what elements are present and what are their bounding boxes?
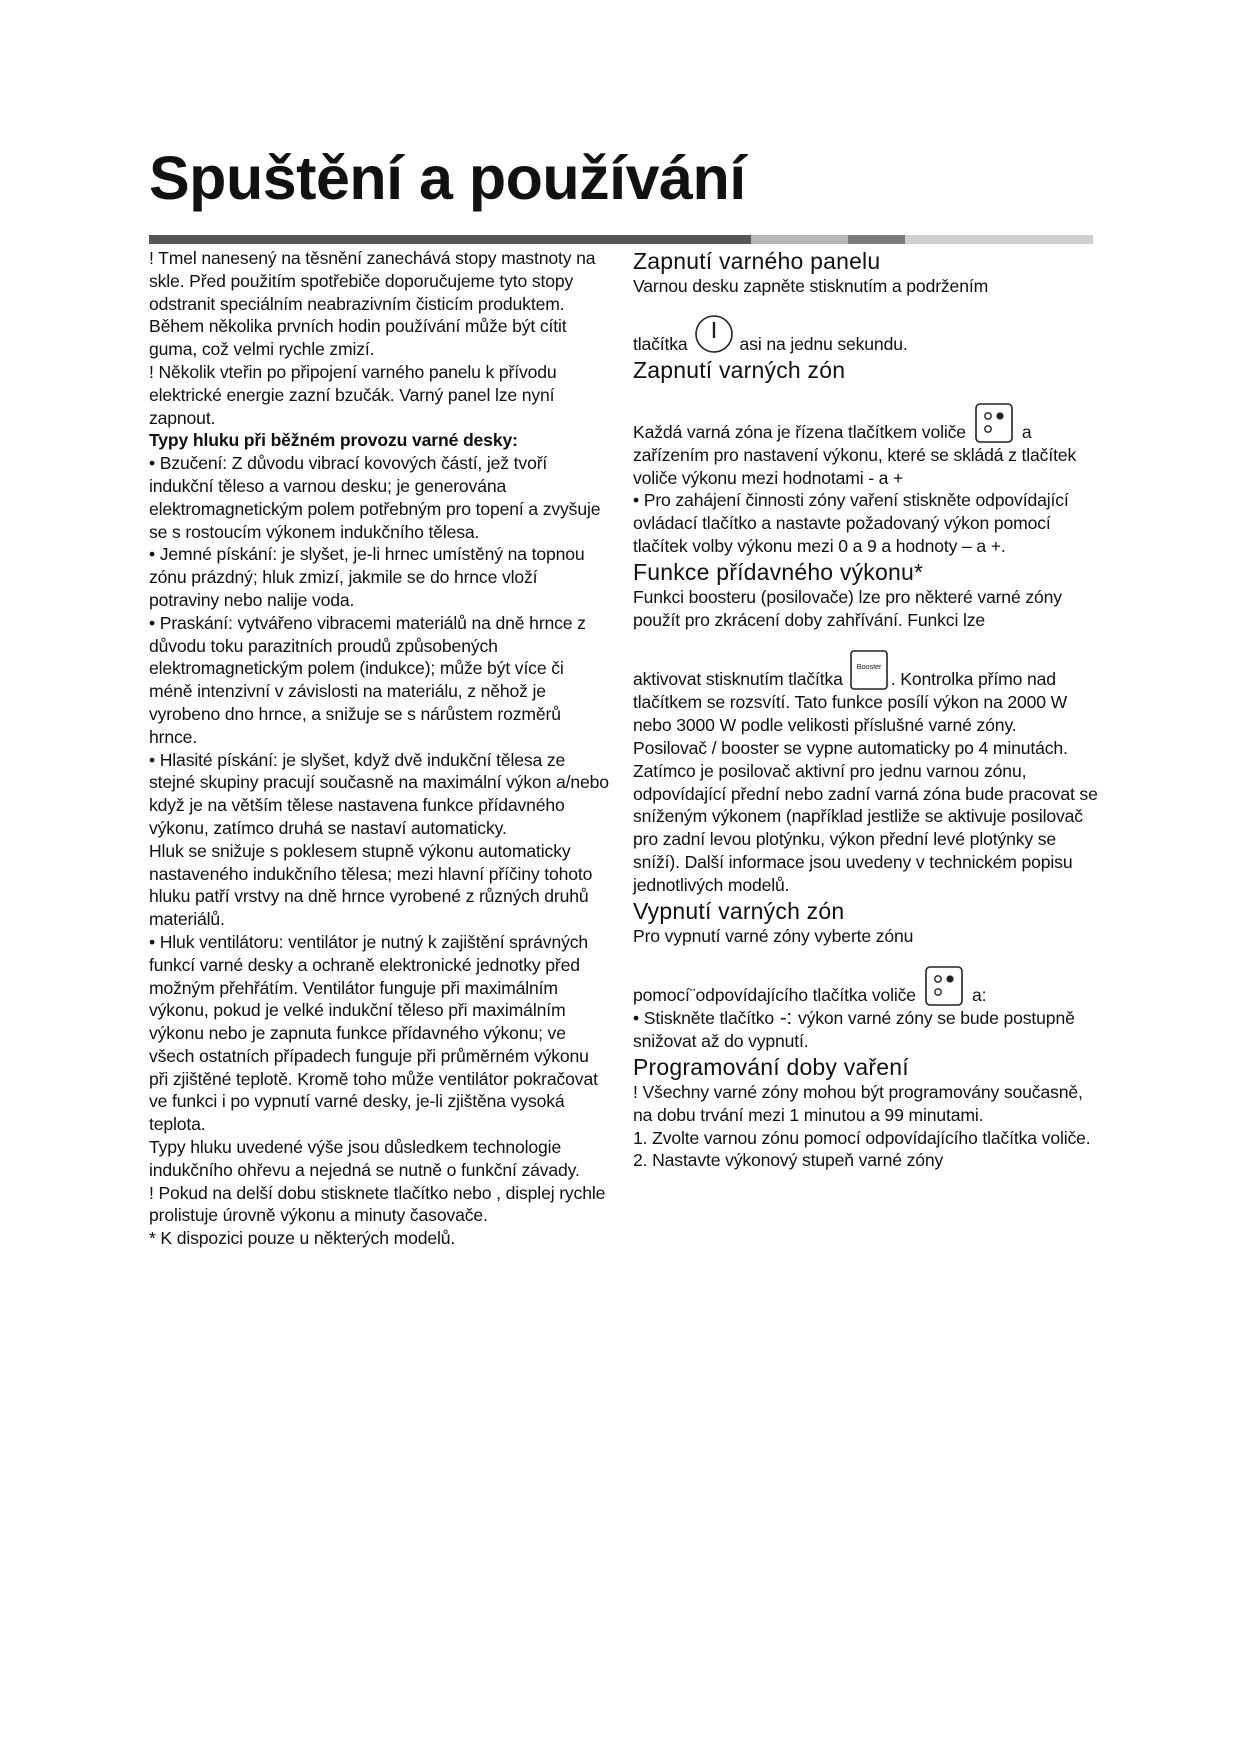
zones-off-text: Pro vypnutí varné zóny vyberte zónu xyxy=(633,925,914,946)
section-heading-zones-off: Vypnutí varných zón xyxy=(633,897,845,924)
noise-types-heading: Typy hluku při běžném provozu varné desky: xyxy=(149,430,518,451)
title-rule-dark xyxy=(149,235,751,244)
section-heading-booster: Funkce přídavného výkonu* xyxy=(633,558,924,585)
timer-step-1: 1. Zvolte varnou zónu pomocí odpovídajícího tlačítka voliče. xyxy=(633,1127,1091,1148)
booster-activation xyxy=(633,631,1098,737)
power-icon xyxy=(694,314,734,354)
footnote: * K dispozici pouze u některých modelů. xyxy=(149,1228,456,1249)
booster-post: . Kontrolka přímo nad tlačítkem se rozsvítí. Tato funkce posílí výkon na 2000 W nebo 3000 W podle velikosti příslušné varné zóny. xyxy=(633,669,1068,736)
booster-pre: aktivovat stisknutím tlačítka xyxy=(633,669,843,690)
zones-on-selector-line xyxy=(633,384,1098,444)
zones-off-bullet-pre: • Stiskněte tlačítko xyxy=(633,1008,775,1029)
noise-crackling: • Praskání: vytvářeno vibracemi materiálů na dně hrnce z důvodu toku parazitních proudů způsobených elektromagnetickým polem (indukce); může být více či méně intenzivní v závislosti na materiálu, z něhož je vyrobeno dno hrnce, a snižuje se s nárůstem rozměrů hrnce. xyxy=(149,612,586,747)
left-column xyxy=(149,247,611,1250)
section-heading-panel-on: Zapnutí varného panelu xyxy=(633,248,881,274)
zones-off-bullet xyxy=(633,1007,1098,1053)
booster-button-icon xyxy=(849,649,889,691)
section-heading-timer: Programování doby vaření xyxy=(633,1053,909,1080)
zones-on-text: zařízením pro nastavení výkonu, které se skládá z tlačítek voliče výkonu mezi hodnotami - a + xyxy=(633,444,1077,488)
title-rule-light xyxy=(751,235,848,244)
noise-loud-whistle: • Hlasité pískání: je slyšet, když dvě indukční tělesa ze stejné skupiny pracují současně na maximální výkon a/nebo když je na větším tělese nastavena funkce přídavného výkonu, zatímco druhá se nastaví automaticky. xyxy=(149,749,609,838)
timer-text: ! Všechny varné zóny mohou být programovány současně, na dobu trvání mezi 1 minutou a 99 minutami. xyxy=(633,1081,1083,1125)
zones-off-pre: pomocí¨odpovídajícího tlačítka voliče xyxy=(633,985,916,1006)
noise-summary: Typy hluku uvedené výše jsou důsledkem technologie indukčního ohřevu a nejedná se nutně o funkční závady. xyxy=(149,1137,580,1180)
zones-on-pre: Každá varná zóna je řízena tlačítkem voliče xyxy=(633,422,966,442)
panel-on-post: asi na jednu sekundu. xyxy=(739,334,908,354)
right-column xyxy=(633,247,1098,1172)
panel-on-text: Varnou desku zapněte stisknutím a podržením xyxy=(633,276,989,296)
booster-icon-label: Booster xyxy=(856,662,882,672)
title-rule-lighter xyxy=(905,235,1093,244)
noise-fan: • Hluk ventilátoru: ventilátor je nutný k zajištění správných funkcí varné desky a ochraně elektronické jednotky před možným přehřátím. Ventilátor funguje při maximálním výkonu, pokud je velké indukční těleso při maximálním výkonu nebo je zapnuta funkce přídavného výkonu; ve všech ostatních případech funguje při průměrném výkonu při zjištěné teplotě. Kromě toho může ventilátor pokračovat ve funkci i po vypnutí varné desky, je-li zjištěna vysoká teplota. xyxy=(149,931,598,1135)
booster-intro: Funkci boosteru (posilovače) lze pro některé varné zóny použít pro zkrácení doby zahřívání. Funkci lze xyxy=(633,586,1062,630)
title-rule-mid xyxy=(848,235,905,244)
noise-buzzing: • Bzučení: Z důvodu vibrací kovových částí, jež tvoří indukční těleso a varnou desku; je generována elektromagnetickým polem potřebným pro topení a zvyšuje se s rostoucím výkonem indukčního tělesa. xyxy=(149,453,601,542)
zone-selector-icon xyxy=(974,402,1014,444)
zones-off-selector-line xyxy=(633,947,1098,1007)
booster-details: Posilovač / booster se vypne automaticky po 4 minutách. Zatímco je posilovač aktivní pro jednu varnou zónu, odpovídající přední nebo zadní varná zóna bude pracovat se sníženým výkonem (například jestliže se aktivuje posilovač pro zadní levou plotýnku, výkon přední levé plotýnky se sníží). Další informace jsou uvedeny v technickém popisu jednotlivých modelů. xyxy=(633,737,1098,895)
section-heading-zones-on: Zapnutí varných zón xyxy=(633,356,846,383)
zone-selector-icon-2 xyxy=(924,965,964,1007)
noise-reduction-note: Hluk se snižuje s poklesem stupně výkonu automaticky nastaveného indukčního tělesa; mezi hlavní příčiny tohoto hluku patří vrstvy na dně hrnce vyrobené z různých druhů materiálů. xyxy=(149,840,593,930)
zones-on-bullet: • Pro zahájení činnosti zóny vaření stiskněte odpovídající ovládací tlačítko a nastavte požadovaný výkon pomocí tlačítek volby výkonu mezi 0 a 9 a hodnoty – a +. xyxy=(633,490,1069,556)
panel-on-instruction xyxy=(633,298,1098,356)
zones-off-bullet-post: výkon varné zóny se bude postupně snižovat až do vypnutí. xyxy=(633,1008,1075,1052)
sealant-note: ! Tmel nanesený na těsnění zanechává stopy mastnoty na skle. Před použitím spotřebiče doporučujeme tyto stopy odstranit speciálním neabrazivním čisticím produktem. Během několika prvních hodin používání může být cítit guma, což velmi rychle zmizí. xyxy=(149,248,596,360)
timer-step-2: 2. Nastavte výkonový stupeň varné zóny xyxy=(633,1150,944,1171)
long-press-note: ! Pokud na delší dobu stisknete tlačítko nebo , displej rychle prolistuje úrovně výkonu a minuty časovače. xyxy=(149,1182,606,1226)
buzzer-note: ! Několik vteřin po připojení varného panelu k přívodu elektrické energie zazní bzučák. Varný panel lze nyní zapnout. xyxy=(149,361,557,428)
zones-on-post: a xyxy=(1021,422,1032,442)
minus-key-symbol: -: xyxy=(780,1007,792,1030)
zones-off-post: a: xyxy=(971,985,987,1006)
page-title: Spuštění a používání xyxy=(149,144,746,212)
panel-on-pre: tlačítka xyxy=(633,334,688,354)
noise-soft-whistle: • Jemné pískání: je slyšet, je-li hrnec umístěný na topnou zónu prázdný; hluk zmizí, jakmile se do hrnce vloží potraviny nebo nalije voda. xyxy=(149,544,585,610)
